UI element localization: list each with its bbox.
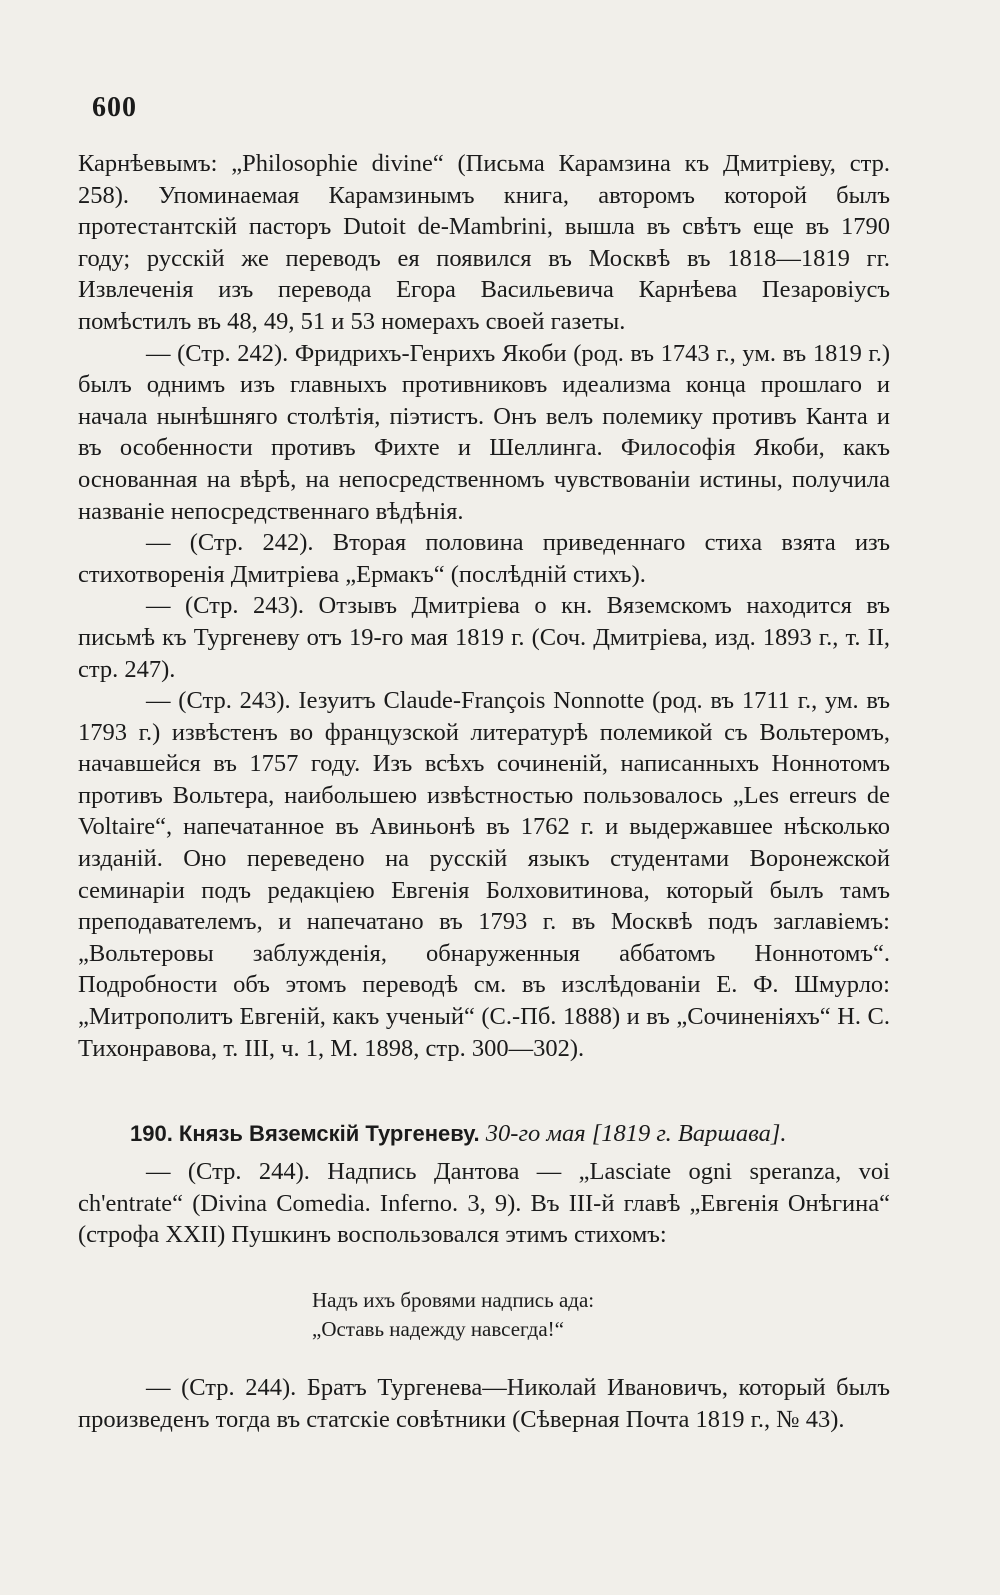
paragraph: — (Стр. 242). Фридрихъ-Генрихъ Якоби (род. въ 1743 г., ум. въ 1819 г.) былъ однимъ изъ главныхъ противниковъ идеализма конца прошлаго и начала нынѣшняго столѣтія, піэтистъ. Онъ велъ полемику противъ Канта и въ особенности противъ Фихте и Шеллинга. Философія Якоби, какъ основанная на вѣрѣ, на непосредственномъ чувствованіи истины, получила названіе непосредственнаго вѣдѣнія. (78, 339, 890, 525)
verse-line: Надъ ихъ бровями надпись ада: (312, 1288, 595, 1312)
letter-date: 30-го мая [1819 г. Варшава]. (485, 1120, 787, 1147)
commentary-block (78, 1156, 890, 1251)
verse-line: „Оставь надежду навсегда!“ (312, 1317, 564, 1341)
commentary-block (78, 1372, 890, 1435)
paragraph: — (Стр. 243). Іезуитъ Claude-François Nonnotte (род. въ 1711 г., ум. въ 1793 г.) извѣстенъ во французской литературѣ полемикой съ Вольтеромъ, начавшейся въ 1757 году. Изъ всѣхъ сочиненій, написанныхъ Ноннотомъ противъ Вольтера, наибольшею извѣстностью пользовалось „Les erreurs de Voltaire“, напечатанное въ Авиньонѣ въ 1762 г. и выдержавшее нѣсколько изданій. Оно переведено на русскій языкъ студентами Воронежской семинаріи подъ редакціею Евгенія Болховитинова, который былъ тамъ преподавателемъ, и напечатано въ 1793 г. въ Москвѣ подъ заглавіемъ: „Вольтеровы заблужденія, обнаруженныя аббатомъ Ноннотомъ“. Подробности объ этомъ переводѣ см. въ изслѣдованіи Е. Ф. Шмурло: „Митрополитъ Евгеній, какъ ученый“ (С.-Пб. 1888) и въ „Сочиненіяхъ“ Н. С. Тихонравова, т. III, ч. 1, М. 1898, стр. 300—302). (78, 687, 890, 1062)
paragraph: — (Стр. 244). Братъ Тургенева—Николай Ивановичъ, который былъ произведенъ тогда въ статскіе совѣтники (Сѣверная Почта 1819 г., № 43). (78, 1374, 890, 1433)
paragraph: — (Стр. 243). Отзывъ Дмитріева о кн. Вяземскомъ находится въ письмѣ къ Тургеневу отъ 19-го мая 1819 г. (Соч. Дмитріева, изд. 1893 г., т. II, стр. 247). (78, 592, 890, 683)
paragraph: — (Стр. 242). Вторая половина приведеннаго стиха взята изъ стихотворенія Дмитріева „Ермакъ“ (послѣдній стихъ). (78, 529, 890, 588)
page-number: 600 (92, 92, 137, 123)
verse-quote (312, 1286, 594, 1344)
paragraph: — (Стр. 244). Надпись Дантова — „Lasciate ogni speranza, voi ch'entrate“ (Divina Comedia. Inferno. 3, 9). Въ III-й главѣ „Евгенія Онѣгина“ (строфа XXII) Пушкинъ воспользовался этимъ стихомъ: (78, 1158, 890, 1249)
paragraph: Карнѣевымъ: „Philosophie divine“ (Письма Карамзина къ Дмитріеву, стр. 258). Упоминаемая Карамзинымъ книга, авторомъ которой былъ протестантскій пасторъ Dutoit de-Mambrini, вышла въ свѣтъ еще въ 1790 году; русскій же переводъ ея появился въ Москвѣ въ 1818—1819 гг. Извлеченія изъ перевода Егора Васильевича Карнѣева Пезаровіусъ помѣстилъ въ 48, 49, 51 и 53 номерахъ своей газеты. (78, 150, 890, 335)
commentary-block (78, 148, 890, 1064)
letter-heading (130, 1118, 850, 1150)
letter-title: 190. Князь Вяземскій Тургеневу. (130, 1121, 480, 1146)
